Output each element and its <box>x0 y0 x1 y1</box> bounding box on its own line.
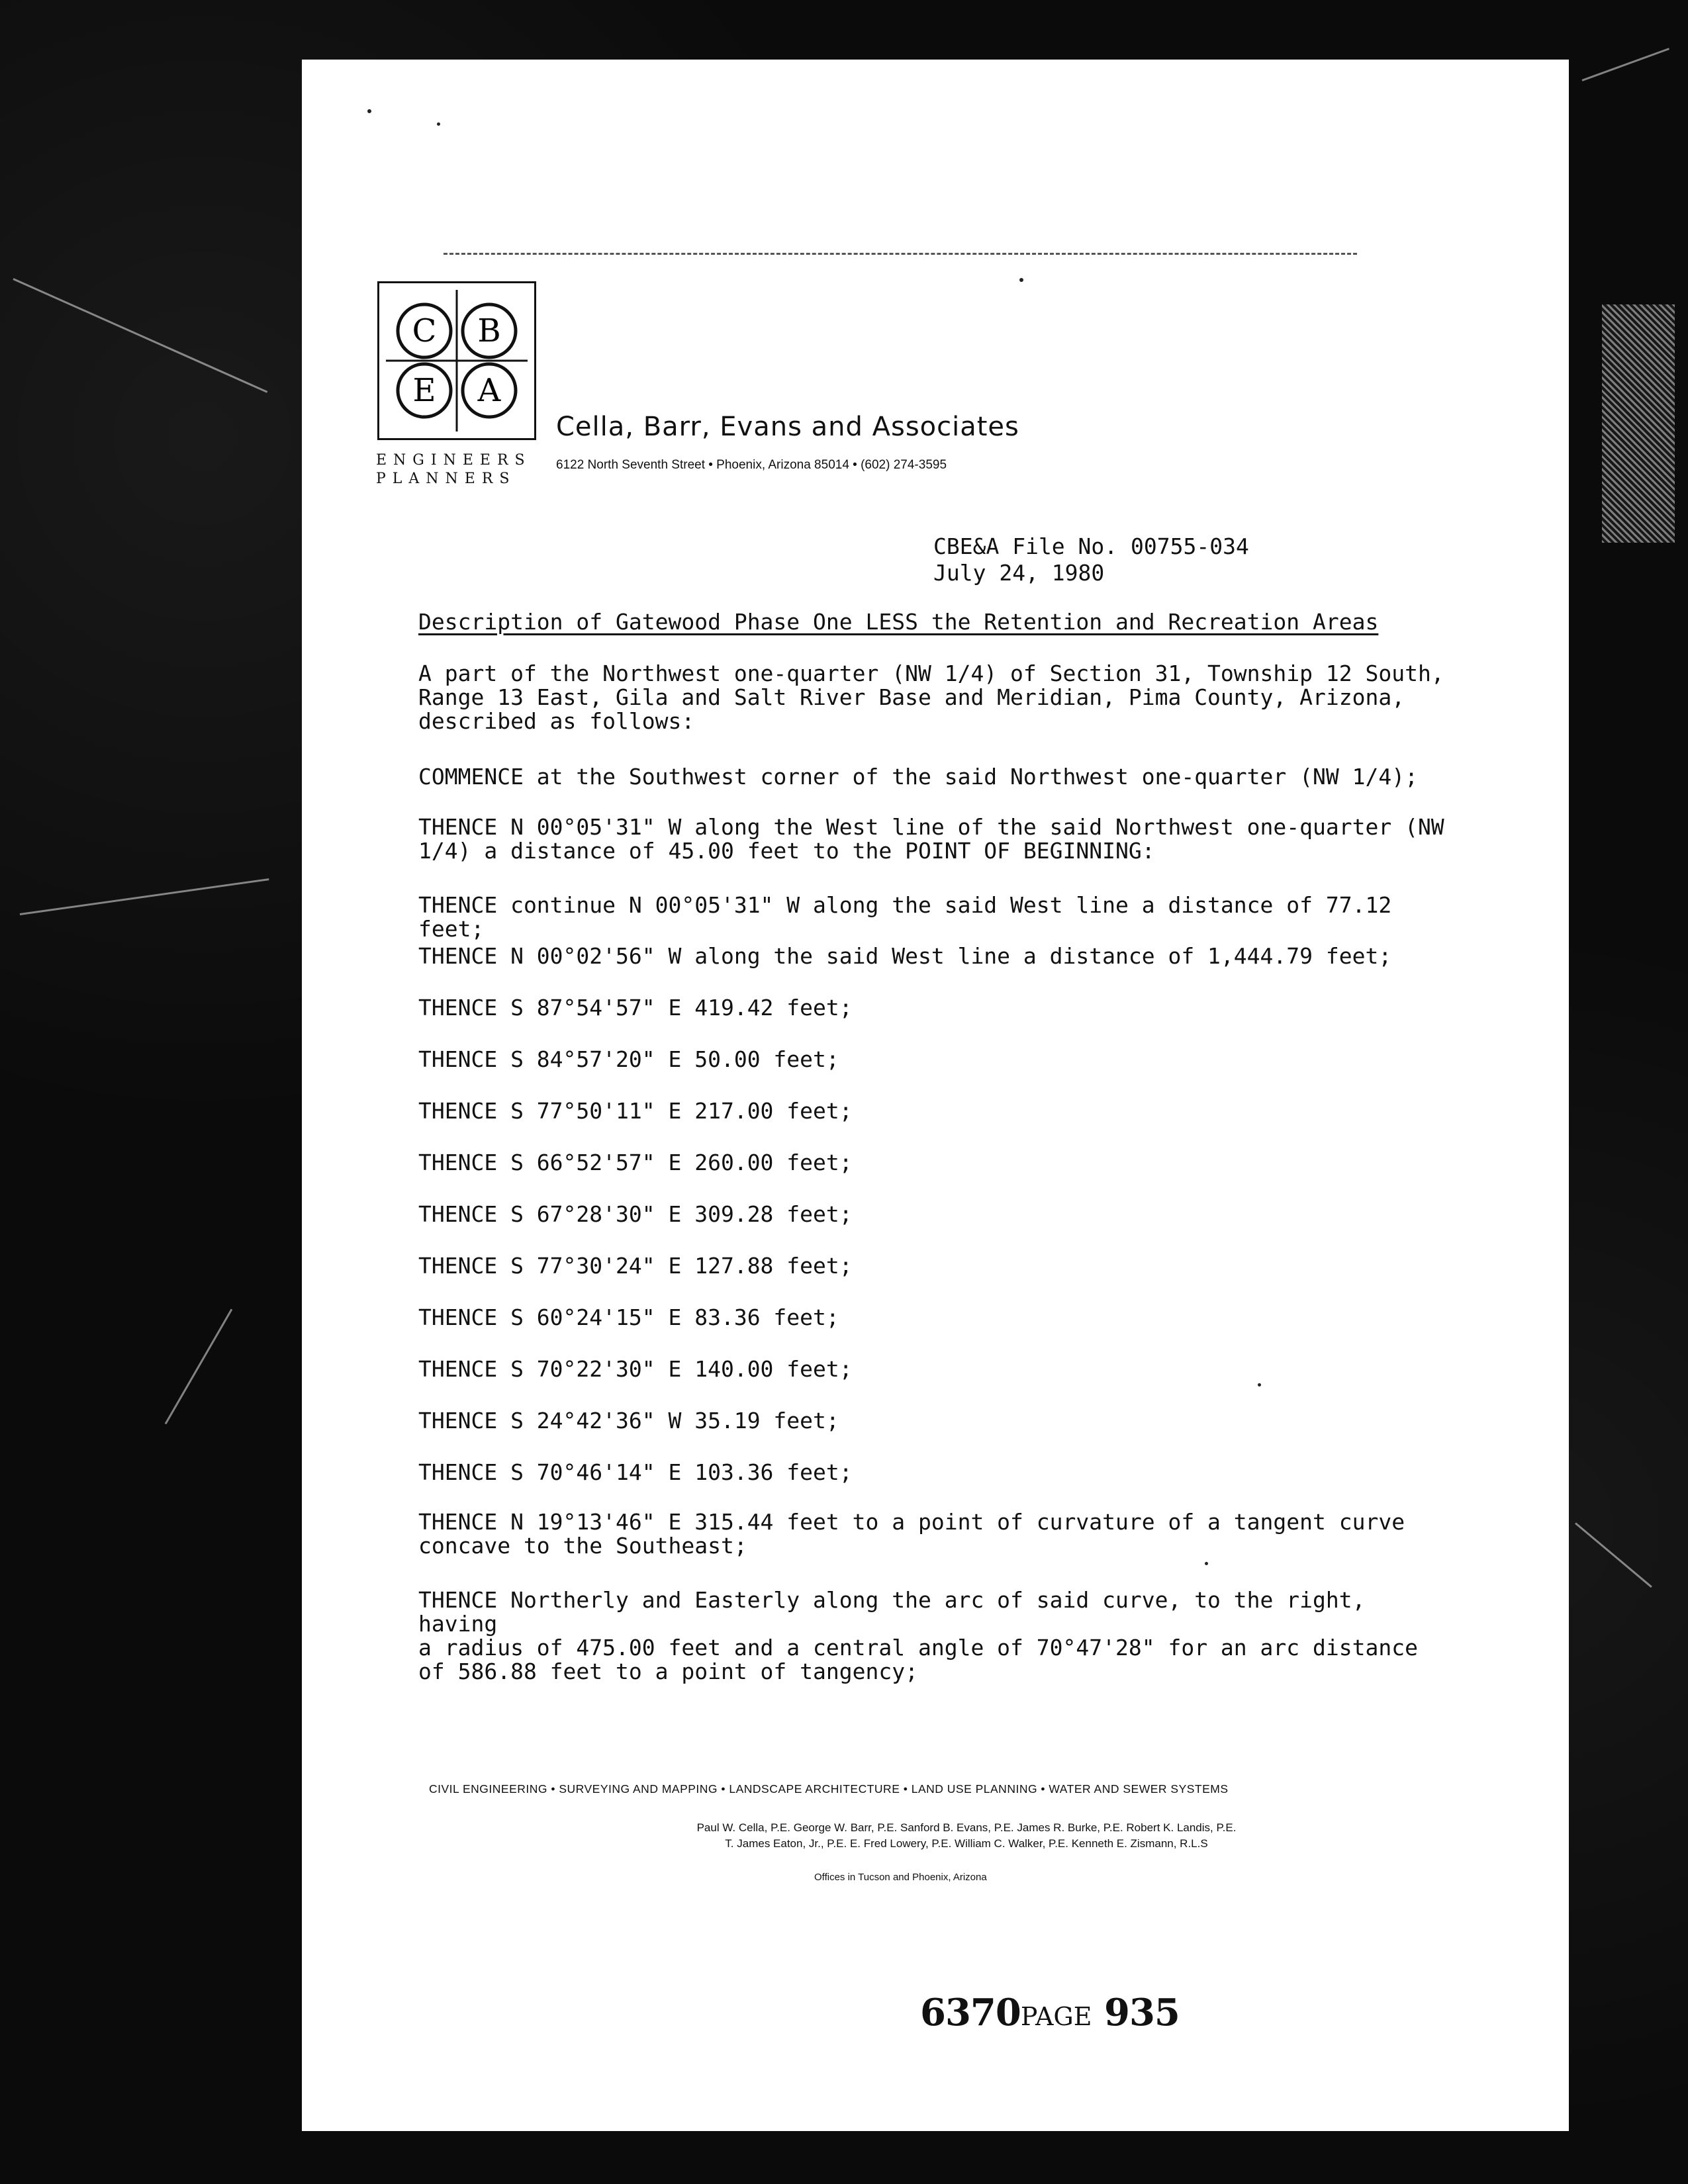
legal-paragraph: A part of the Northwest one-quarter (NW 1/4) of Section 31, Township 12 South, Range 13 East, Gila and Salt River Base and Meridian, Pima County, Arizona, described as follows: <box>418 660 1444 734</box>
file-info <box>933 533 1249 586</box>
scan-speck <box>437 122 440 126</box>
legal-paragraph: THENCE S 77°50'11" E 217.00 feet; <box>418 1098 853 1124</box>
recording-stamp <box>920 1991 1180 2034</box>
legal-paragraph: THENCE S 70°22'30" E 140.00 feet; <box>418 1356 853 1382</box>
engineers-planners-label <box>376 451 532 488</box>
document-date: July 24, 1980 <box>933 560 1105 586</box>
legal-paragraph: THENCE N 19°13'46" E 315.44 feet to a point of curvature of a tangent curve concave to the Southeast; <box>418 1509 1405 1559</box>
stamp-page-label: PAGE <box>1020 2002 1092 2031</box>
description-title: Description of Gatewood Phase One LESS the Retention and Recreation Areas <box>418 609 1379 635</box>
logo-letter: A <box>477 372 501 409</box>
footer-partner-names: T. James Eaton, Jr., P.E. E. Fred Lowery, P.E. William C. Walker, P.E. Kenneth E. Zismann, R.L.S <box>725 1837 1208 1850</box>
legal-paragraph: THENCE S 60°24'15" E 83.36 feet; <box>418 1304 839 1330</box>
stamp-page: 935 <box>1103 1991 1180 2034</box>
planners-label: PLANNERS <box>376 471 516 487</box>
legal-paragraph: THENCE Northerly and Easterly along the arc of said curve, to the right, having a radius of 475.00 feet and a central angle of 70°47'28" for an arc distance of 586.88 feet to a point of tangency; <box>418 1587 1418 1684</box>
logo-letter: B <box>477 312 501 349</box>
legal-paragraph: THENCE S 77°30'24" E 127.88 feet; <box>418 1253 853 1279</box>
legal-paragraph: THENCE S 67°28'30" E 309.28 feet; <box>418 1201 853 1227</box>
engineers-label: ENGINEERS <box>376 452 532 469</box>
legal-paragraph: COMMENCE at the Southwest corner of the said Northwest one-quarter (NW 1/4); <box>418 764 1418 790</box>
footer-partner-names: Paul W. Cella, P.E. George W. Barr, P.E. Sanford B. Evans, P.E. James R. Burke, P.E. Robert K. Landis, P.E. <box>696 1821 1237 1834</box>
legal-paragraph: THENCE S 66°52'57" E 260.00 feet; <box>418 1150 853 1175</box>
footer-offices: Offices in Tucson and Phoenix, Arizona <box>814 1872 987 1883</box>
stamp-book: 6370 <box>920 1991 1021 2034</box>
company-name: Cella, Barr, Evans and Associates <box>556 412 1019 442</box>
legal-paragraph: THENCE S 24°42'36" W 35.19 feet; <box>418 1408 839 1433</box>
file-number: CBE&A File No. 00755-034 <box>933 533 1249 559</box>
company-address: 6122 North Seventh Street • Phoenix, Arizona 85014 • (602) 274-3595 <box>556 458 947 472</box>
legal-paragraph: THENCE N 00°02'56" W along the said West line a distance of 1,444.79 feet; <box>418 943 1392 969</box>
legal-paragraph: THENCE S 70°46'14" E 103.36 feet; <box>418 1459 853 1485</box>
header-rule <box>444 253 1357 255</box>
scan-speck <box>1205 1562 1208 1565</box>
legal-paragraph: THENCE continue N 00°05'31" W along the said West line a distance of 77.12 feet; <box>418 892 1392 942</box>
scan-speck <box>1258 1383 1261 1387</box>
scan-speck <box>367 109 371 113</box>
legal-paragraph: THENCE N 00°05'31" W along the West line of the said Northwest one-quarter (NW 1/4) a distance of 45.00 feet to the POINT OF BEGINNING: <box>418 814 1444 864</box>
logo-letter: C <box>412 312 437 349</box>
scan-speck <box>1019 278 1023 282</box>
logo-letter: E <box>412 372 436 409</box>
footer-disciplines: CIVIL ENGINEERING • SURVEYING AND MAPPING • LANDSCAPE ARCHITECTURE • LAND USE PLANNING • WATER AND SEWER SYSTEMS <box>429 1782 1229 1796</box>
legal-paragraph: THENCE S 84°57'20" E 50.00 feet; <box>418 1046 839 1072</box>
legal-paragraph: THENCE S 87°54'57" E 419.42 feet; <box>418 995 853 1021</box>
scan-noise <box>1602 304 1675 543</box>
company-logo <box>377 281 536 440</box>
